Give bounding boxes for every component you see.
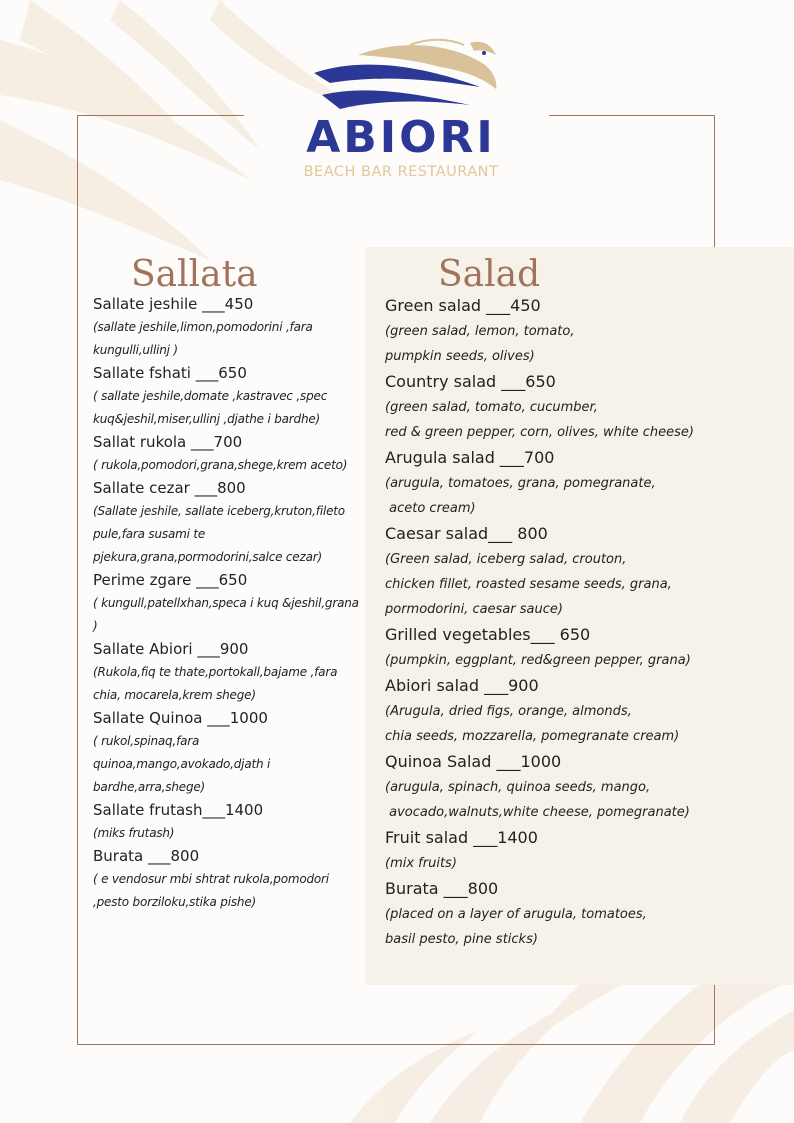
brand-tagline: BEACH BAR RESTAURANT [303, 164, 499, 180]
menu-item-description: (miks frutash) [93, 826, 175, 840]
menu-item-name: Perime zgare ___650 [93, 571, 248, 589]
menu-item-description: (green salad, lemon, tomato, pumpkin seeds, olives) [385, 324, 575, 364]
menu-item-name: Green salad ___450 [385, 296, 541, 315]
menu-item-description: (Green salad, iceberg salad, crouton, chicken fillet, roasted sesame seeds, grana, pormodorini, caesar sauce) [385, 552, 672, 617]
menu-item-name: Sallate jeshile ___450 [93, 295, 254, 313]
menu-item-description: ( sallate jeshile,domate ,kastravec ,spec kuq&jeshil,miser,ullinj ,djathe i bardhe) [93, 389, 328, 426]
menu-item [93, 638, 365, 707]
menu-item-name: Sallate cezar ___800 [93, 479, 246, 497]
albanian-section-title: Sallata [131, 254, 258, 295]
menu-item-description: ( rukola,pomodori,grana,shege,krem aceto) [93, 458, 348, 472]
menu-item [385, 876, 715, 952]
menu-item-description: ( e vendosur mbi shtrat rukola,pomodori ,pesto borziloku,stika pishe) [93, 872, 329, 909]
menu-item-description: (Rukola,fiq te thate,portokall,bajame ,fara chia, mocarela,krem shege) [93, 665, 338, 702]
menu-item-name: Quinoa Salad ___1000 [385, 752, 562, 771]
menu-item-description: (arugula, spinach, quinoa seeds, mango, avocado,walnuts,white cheese, pomegranate) [385, 780, 690, 820]
menu-item [385, 622, 715, 673]
menu-item-description: (green salad, tomato, cucumber, red & green pepper, corn, olives, white cheese) [385, 400, 694, 440]
menu-item-name: Arugula salad ___700 [385, 448, 555, 467]
menu-item-description: (pumpkin, eggplant, red&green pepper, grana) [385, 653, 691, 668]
menu-item-name: Sallate Abiori ___900 [93, 640, 249, 658]
menu-item [385, 673, 715, 749]
menu-item-name: Fruit salad ___1400 [385, 828, 538, 847]
menu-item [385, 825, 715, 876]
english-section-title: Salad [438, 254, 541, 295]
albanian-menu-list [93, 293, 365, 914]
menu-item-name: Burata ___800 [93, 847, 200, 865]
menu-item-name: Sallate frutash___1400 [93, 801, 264, 819]
menu-item [385, 749, 715, 825]
menu-item-name: Grilled vegetables___ 650 [385, 625, 591, 644]
frame-bottom-line [77, 1044, 715, 1045]
menu-item [93, 431, 365, 477]
menu-item [93, 845, 365, 914]
menu-item-description: ( kungull,patellxhan,speca i kuq &jeshil,grana ) [93, 596, 359, 633]
menu-item [93, 293, 365, 362]
menu-item-name: Caesar salad___ 800 [385, 524, 548, 543]
menu-item-description: (mix fruits) [385, 856, 457, 871]
menu-item-description: (Arugula, dried figs, orange, almonds, chia seeds, mozzarella, pomegranate cream) [385, 704, 680, 744]
menu-item-name: Sallat rukola ___700 [93, 433, 243, 451]
frame-top-left-line [77, 115, 244, 116]
menu-item [385, 369, 715, 445]
menu-item [385, 445, 715, 521]
menu-item-name: Abiori salad ___900 [385, 676, 539, 695]
english-menu-list [385, 293, 715, 952]
menu-item [93, 477, 365, 569]
menu-item [93, 799, 365, 845]
frame-left-line [77, 115, 78, 1045]
frame-top-right-line [549, 115, 715, 116]
menu-item [385, 521, 715, 622]
menu-item-name: Sallate Quinoa ___1000 [93, 709, 268, 727]
menu-item-name: Burata ___800 [385, 879, 499, 898]
brand-name: ABIORI [306, 112, 496, 163]
menu-item-description: ( rukol,spinaq,fara quinoa,mango,avokado,djath i bardhe,arra,shege) [93, 734, 271, 794]
menu-item [93, 707, 365, 799]
menu-item-description: (Sallate jeshile, sallate iceberg,kruton,fileto pule,fara susami te pjekura,grana,pormodorini,salce cezar) [93, 504, 345, 564]
menu-item-description: (arugula, tomatoes, grana, pomegranate, aceto cream) [385, 476, 656, 516]
menu-item-name: Sallate fshati ___650 [93, 364, 247, 382]
menu-item [93, 362, 365, 431]
menu-item-description: (placed on a layer of arugula, tomatoes, basil pesto, pine sticks) [385, 907, 647, 947]
menu-item [93, 569, 365, 638]
menu-item [385, 293, 715, 369]
menu-item-description: (sallate jeshile,limon,pomodorini ,fara kungulli,ullinj ) [93, 320, 313, 357]
menu-item-name: Country salad ___650 [385, 372, 556, 391]
